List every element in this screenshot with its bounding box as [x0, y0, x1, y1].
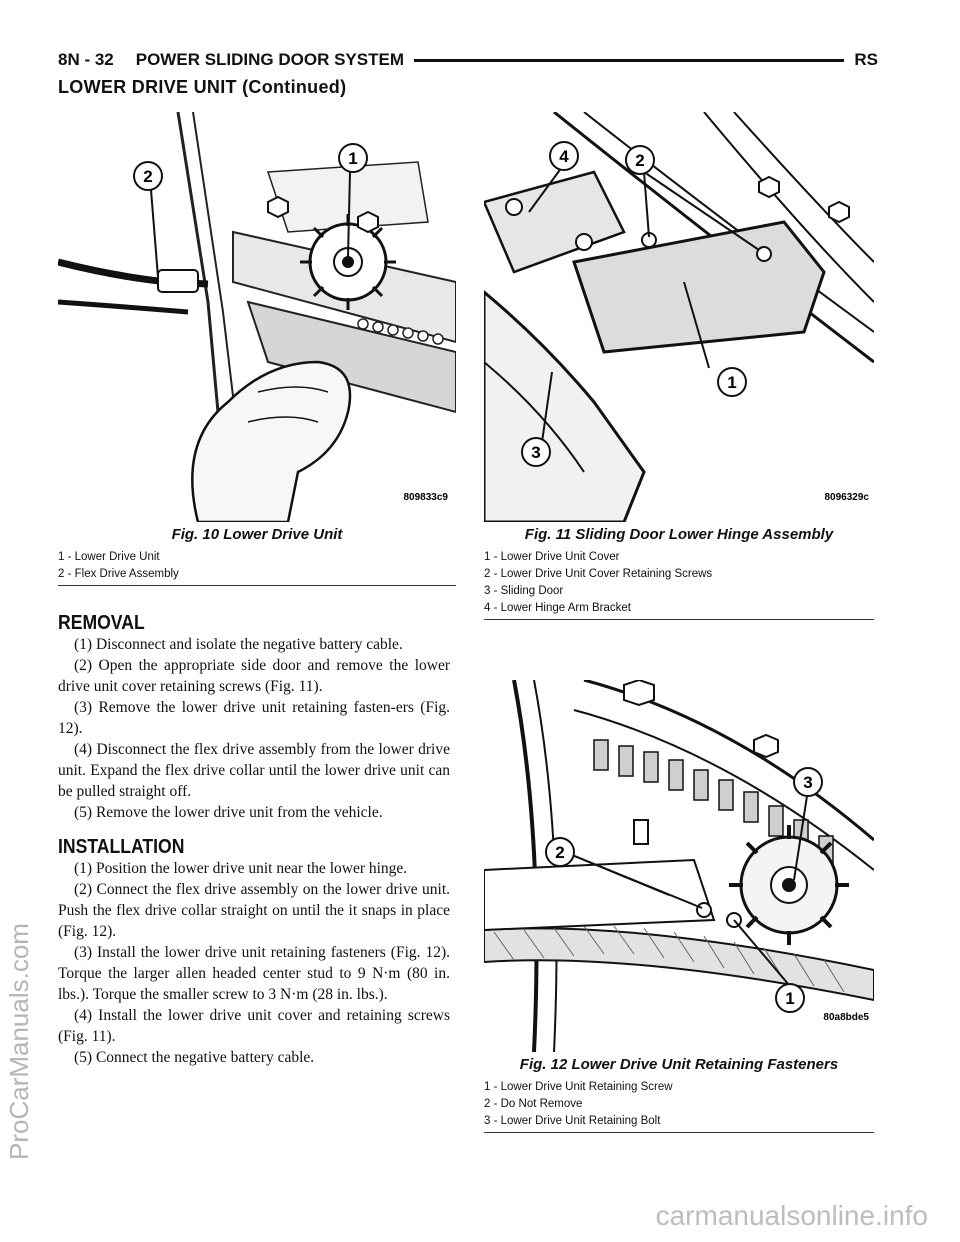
- section-continued-title: LOWER DRIVE UNIT (Continued): [58, 77, 347, 97]
- figure-12-code: 80a8bde5: [823, 1012, 869, 1023]
- installation-heading: INSTALLATION: [58, 836, 185, 858]
- legend-item: 2 - Flex Drive Assembly: [58, 568, 179, 580]
- figure-12-caption: Fig. 12 Lower Drive Unit Retaining Fasteners: [519, 1056, 839, 1073]
- figure-11-code: 8096329c: [824, 492, 869, 503]
- page-header: [58, 48, 878, 72]
- figure-10-callout-2: [134, 162, 162, 190]
- installation-steps: [58, 858, 450, 1068]
- svg-text:3: 3: [531, 443, 541, 462]
- installation-step: (5) Connect the negative battery cable.: [74, 1049, 315, 1066]
- installation-step: (2) Connect the flex drive assembly on the lower drive unit. Push the flex drive collar straight on until the it snaps in place (Fig. 12).: [58, 881, 450, 940]
- figure-12-legend: [484, 1079, 874, 1133]
- legend-item: 3 - Lower Drive Unit Retaining Bolt: [484, 1115, 661, 1127]
- figure-12-illustration: [484, 680, 874, 1052]
- figure-10-legend: [58, 549, 456, 586]
- legend-item: 3 - Sliding Door: [484, 585, 564, 597]
- svg-text:2: 2: [635, 151, 645, 170]
- watermark-bottom: carmanualsonline.info: [655, 1200, 928, 1231]
- figure-11-illustration: [484, 112, 874, 522]
- figure-10-caption: Fig. 10 Lower Drive Unit: [171, 526, 343, 543]
- figure-11-callout-1: [718, 368, 746, 396]
- removal-steps: [58, 634, 450, 823]
- figure-10-callout-1: [339, 144, 367, 172]
- removal-step: (3) Remove the lower drive unit retaining fasten-ers (Fig. 12).: [58, 699, 450, 737]
- svg-text:3: 3: [803, 773, 813, 792]
- watermark-side: ProCarManuals.com: [4, 923, 34, 1160]
- figure-11-caption: Fig. 11 Sliding Door Lower Hinge Assembly: [524, 526, 834, 543]
- figure-12-callout-3: [794, 768, 822, 796]
- legend-item: 1 - Lower Drive Unit Retaining Screw: [484, 1081, 673, 1093]
- legend-item: 1 - Lower Drive Unit Cover: [484, 551, 620, 563]
- figure-11-callout-3: [522, 438, 550, 466]
- header-rule: [414, 59, 844, 62]
- figure-12-callout-1: [776, 984, 804, 1012]
- figure-11-legend: [484, 549, 874, 620]
- figure-11: [484, 112, 874, 620]
- legend-item: 4 - Lower Hinge Arm Bracket: [484, 602, 632, 614]
- removal-step: (2) Open the appropriate side door and remove the lower drive unit cover retaining screws (Fig. 11).: [58, 657, 450, 695]
- page-number: 8N - 32: [58, 50, 114, 69]
- legend-item: 1 - Lower Drive Unit: [58, 551, 160, 563]
- svg-text:2: 2: [555, 843, 565, 862]
- svg-text:2: 2: [143, 167, 153, 186]
- svg-text:1: 1: [785, 989, 795, 1008]
- legend-item: 2 - Lower Drive Unit Cover Retaining Screws: [484, 568, 713, 580]
- figure-10-code: 809833c9: [403, 492, 448, 503]
- svg-text:1: 1: [348, 149, 358, 168]
- installation-step: (1) Position the lower drive unit near the lower hinge.: [74, 860, 408, 877]
- figure-10: [58, 112, 456, 586]
- installation-step: (4) Install the lower drive unit cover and retaining screws (Fig. 11).: [58, 1007, 450, 1045]
- header-model-code: RS: [854, 50, 878, 69]
- legend-item: 2 - Do Not Remove: [484, 1098, 583, 1110]
- installation-step: (3) Install the lower drive unit retaining fasteners (Fig. 12). Torque the larger allen headed center stud to 9 N·m (80 in. lbs.). Torque the smaller screw to 3 N·m (28 in. lbs.).: [58, 944, 450, 1003]
- removal-step: (4) Disconnect the flex drive assembly from the lower drive unit. Expand the flex drive collar until the lower drive unit can be pulled straight off.: [58, 741, 450, 800]
- removal-heading: REMOVAL: [58, 612, 145, 634]
- header-title: POWER SLIDING DOOR SYSTEM: [135, 50, 404, 69]
- removal-step: (5) Remove the lower drive unit from the vehicle.: [74, 804, 383, 821]
- figure-11-callout-2: [626, 146, 654, 174]
- figure-12: [484, 680, 874, 1133]
- figure-11-callout-4: [550, 142, 578, 170]
- svg-text:1: 1: [727, 373, 737, 392]
- removal-step: (1) Disconnect and isolate the negative battery cable.: [74, 636, 403, 653]
- figure-10-illustration: [58, 112, 456, 522]
- figure-12-callout-2: [546, 838, 574, 866]
- svg-text:4: 4: [559, 147, 569, 166]
